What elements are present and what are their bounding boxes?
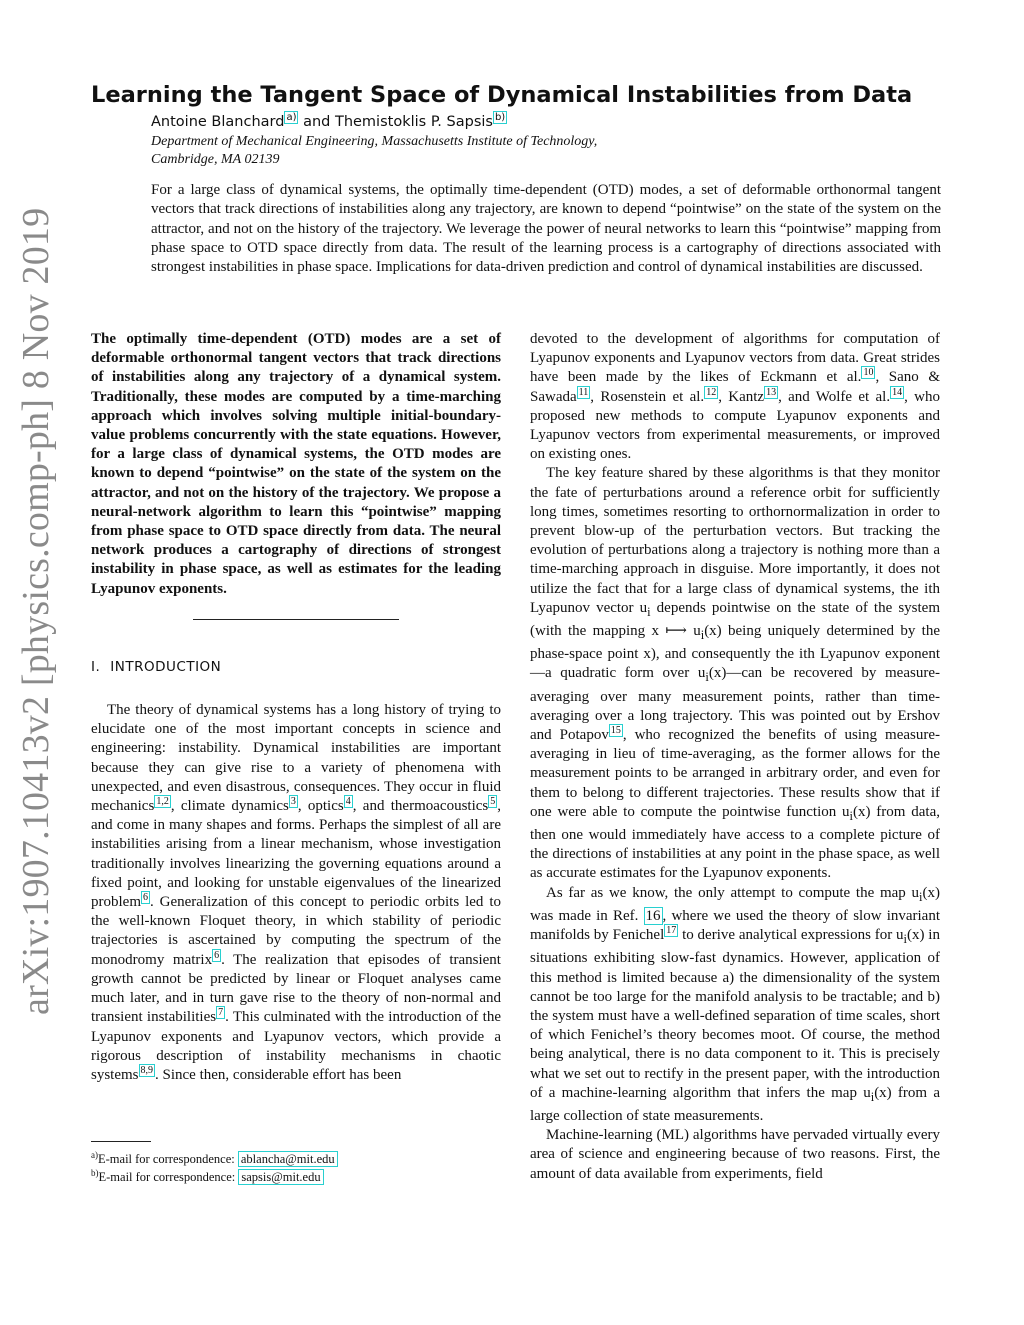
- citation-link[interactable]: 6: [143, 892, 148, 904]
- footnote-link[interactable]: a): [286, 112, 297, 124]
- citation-link[interactable]: 14: [892, 386, 903, 398]
- body-paragraph: The theory of dynamical systems has a long history of trying to elucidate one of the most important concepts in science and engineering: instability. Dynamical instabilities are important because they can give rise to a variety of phenomena with unexpected, and even disastrous, consequences. They occur in fluid mechanics $^{1,2}$ , climate dynamics $^3$ , optics $^4$ , and thermoacoustics $^5$ , and come in many shapes and forms. Perhaps the simplest of all are instabilities arising from a linear mechanism, whose investigation traditionally involves linearizing the governing equations around a fixed point, and looking for unstable eigenvalues of the linearized problem $^6$ . Generalization of this concept to periodic orbits led to the well-known Floquet theory, in which stability of periodic trajectories is ascertained by computing the spectrum of the monodromy matrix $^6$ . The realization that episodes of transient growth cannot be predicted by linear or Floquet analyses came much later, and in turn gave rise to the theory of non-normal and transient instabilities $^7$ . This culminated with the introduction of the Lyapunov exponents and Lyapunov vectors, which provide a rigorous description of instability mechanisms in chaotic systems $^{8,9}$ . Since then, considerable effort has been: [91, 702, 501, 1083]
- left-column: [91, 330, 501, 1085]
- email-link[interactable]: sapsis@mit.edu: [238, 1169, 323, 1185]
- body-paragraph: devoted to the development of algorithms for computation of Lyapunov exponents and Lyapunov vectors from data. Great strides have been made by the likes of Eckmann et al. $^{10}$ , Sano & Sawada $^{11}$ , Rosenstein et al. $^{12}$ , Kantz $^{13}$ , and Wolfe et al. $^{14}$ , who proposed new methods to compute Lyapunov exponents and Lyapunov vectors from experimental measurements, or improved on existing ones.: [530, 331, 940, 463]
- citation-link[interactable]: 15: [610, 725, 621, 737]
- email-link[interactable]: ablancha@mit.edu: [238, 1151, 338, 1167]
- right-column: [530, 330, 940, 1184]
- citation-link[interactable]: 3: [290, 796, 296, 808]
- section-heading: [91, 658, 501, 677]
- citation-link[interactable]: 4: [345, 796, 351, 808]
- author-name: Antoine Blanchard: [151, 114, 285, 130]
- body-paragraph: As far as we know, the only attempt to compute the map $u_i(x)$ was made in Ref. 16 , where we used the theory of slow invariant manifolds by Fenichel $^{17}$ to derive analytical expressions for $u_i(x)$ in situations exhibiting slow-fast dynamics. However, application of this method is limited because a) the dimensionality of the system cannot be too large for the manifold analysis to be tractable; and b) the system must have a well-defined separation of time scales, short of which Fenichel’s theory becomes moot. Of course, the method being analytical, there is no data component to it. This is precisely what we set out to rectify in the present paper, with the introduction of a machine-learning algorithm that infers the map $u_i(x)$ from a large collection of state measurements.: [530, 884, 941, 1124]
- body-paragraph: Machine-learning (ML) algorithms have pervaded virtually every area of science and engineering because of two reasons. First, the amount of data available from experiments, field: [530, 1127, 940, 1182]
- citation-link[interactable]: 12: [706, 386, 717, 398]
- author-list: [151, 114, 507, 130]
- footnote: $^{b)}$E-mail for correspondence: sapsis@mit.edu: [91, 1168, 338, 1186]
- affiliation-line: Department of Mechanical Engineering, Massachusetts Institute of Technology,: [151, 134, 598, 149]
- affiliation-line: Cambridge, MA 02139: [151, 152, 280, 167]
- citation-link[interactable]: 7: [218, 1007, 224, 1019]
- affiliation: [151, 133, 711, 169]
- separator-rule: [193, 619, 399, 620]
- footnote-rule: [91, 1141, 151, 1142]
- summary-paragraph: The optimally time-dependent (OTD) modes are a set of deformable orthonormal tangent vectors that track directions of instabilities along any trajectory of a dynamical system. Traditionally, these modes are computed by a time-marching approach which involves solving multiple initial-boundary-value problems concurrently with the state equations. However, for a large class of dynamical systems, the OTD modes are known to depend “pointwise” on the state of the system on the attractor, and not on the history of the trajectory. We propose a neural-network algorithm to learn this “pointwise” mapping from phase space to OTD space directly from data. The neural network produces a cartography of directions of strongest instability in phase space, as well as estimates for the leading Lyapunov exponents.: [91, 331, 501, 597]
- citation-link[interactable]: 11: [578, 386, 589, 398]
- section-number: I.: [91, 658, 101, 675]
- citation-link[interactable]: 16: [645, 907, 661, 924]
- citation-link[interactable]: 13: [766, 386, 777, 398]
- citation-link[interactable]: 5: [490, 796, 496, 808]
- citation-link[interactable]: 1,2: [156, 796, 169, 808]
- footnotes: [91, 1150, 338, 1186]
- citation-link[interactable]: 10: [863, 367, 874, 379]
- author-name: and Themistoklis P. Sapsis: [298, 114, 493, 130]
- footnote: $^{a)}$E-mail for correspondence: ablancha@mit.edu: [91, 1150, 338, 1168]
- citation-link[interactable]: 8,9: [140, 1064, 154, 1076]
- abstract: For a large class of dynamical systems, the optimally time-dependent (OTD) modes, a set of deformable orthonormal tangent vectors that track directions of instabilities along any trajectory, are known to depend “pointwise” on the state of the system on the attractor, and not on the history of the trajectory. We leverage the power of neural networks to learn this “pointwise” mapping from phase space to OTD space directly from data. The result of the learning process is a cartography of directions associated with strongest instabilities in phase space. Implications for data-driven prediction and control of dynamical instabilities are discussed.: [151, 182, 941, 276]
- body-paragraph: The key feature shared by these algorithms is that they monitor the fate of perturbations around a reference orbit for sufficiently long times, sometimes resorting to orthornormalization in order to prevent blow-up of the perturbation vectors. But tracking the evolution of perturbations along a trajectory is nothing more than a time-marching approach in disguise. More importantly, it does not utilize the fact that for a large class of dynamical systems, the ith Lyapunov vector $u_i$ depends pointwise on the state of the system (with the mapping x ⟼ $u_i(x)$ being uniquely determined by the phase-space point x), and consequently the ith Lyapunov exponent—a quadratic form over $u_i(x)—can$ be recovered by measure-averaging over many measurement points, rather than time-averaging over a long trajectory. This was pointed out by Ershov and Potapov $^{15}$ , who recognized the benefits of using measure-averaging in lieu of time-averaging, as the former allows for the measurement points to be arranged in arbitrary order, and even for them to belong to different trajectories. These results show that if one were able to compute the pointwise function $u_i(x)$ from data, then one would immediately have access to a complete picture of the directions of instabilities at any point in the phase space, as well as accurate estimates for the Lyapunov exponents.: [530, 465, 941, 882]
- citation-link[interactable]: 17: [666, 925, 677, 937]
- arxiv-identifier: arXiv:1907.10413v2 [physics.comp-ph] 8 Nov 2019: [15, 207, 57, 1015]
- section-title: INTRODUCTION: [110, 658, 222, 675]
- paper-title: Learning the Tangent Space of Dynamical Instabilities from Data: [91, 82, 913, 108]
- citation-link[interactable]: 6: [214, 949, 220, 961]
- footnote-link[interactable]: b): [494, 112, 506, 124]
